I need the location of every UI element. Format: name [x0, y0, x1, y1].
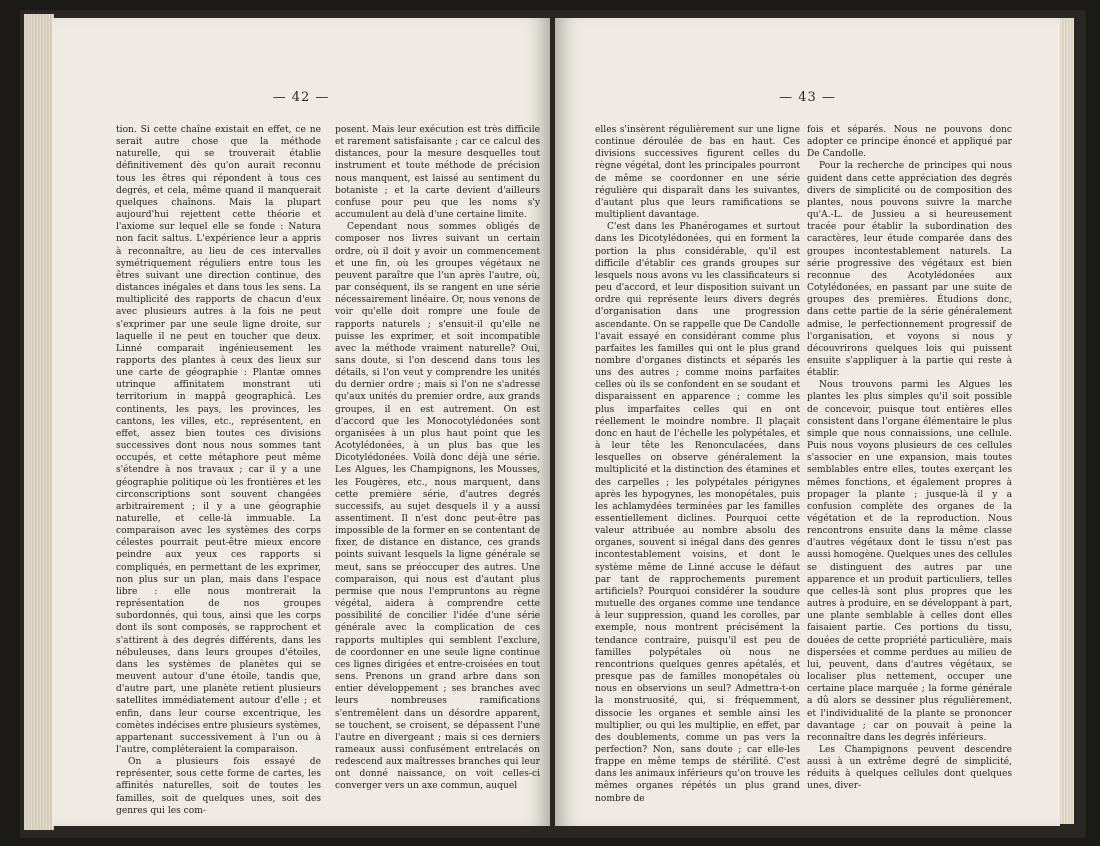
- paragraph: Pour la recherche de principes qui nous guident dans cette appréciation des degrés divers de simplicité ou de composition des plantes, nous pouvons suivre la marche qu'A.-L. de Jussieu a si heureusement tracée pour établir la subordination des caractères, leur étude comparée dans des groupes incontestablement naturels. La série progressive des végétaux est bien reconnue des Acotylédonées aux Cotylédonées, en passant par une suite de groupes des premières. Étudions donc, dans cette partie de la série généralement admise, le perfectionnement progressif de l'organisation, et voyons si nous y découvrirons quelques lois qui puissent ensuite s'appliquer à la partie qui reste à établir.: [807, 161, 1012, 379]
- right-page-column-1: [595, 124, 800, 805]
- paragraph: tion. Si cette chaîne existait en effet, ce ne serait autre chose que la méthode naturelle, qui se trouverait établie définitivement dès qu'on aurait reconnu tous les êtres qui répondent à tous ces degrés, et cela, même quand il manquerait quelques chaînons. Mais la plupart aujourd'hui rejettent cette théorie et l'axiome sur lequel elle se fonde : Natura non facit saltus. L'expérience leur a appris à reconnaître, au lieu de ces intervalles symétriquement réguliers entre tous les êtres suivant une direction continue, des distances inégales et dans tous les sens. La multiplicité des rapports de chacun d'eux avec plusieurs autres à la fois ne peut s'exprimer par une seule ligne droite, sur laquelle il ne peut en toucher que deux. Linné comparait ingénieusement les rapports des plantes à ceux des lieux sur une carte de géographie : Plantæ omnes utrinque affinitatem monstrant uti territorium in mappâ geographicâ. Les continents, les pays, les provinces, les cantons, les villes, etc., représentent, en effet, assez bien toutes ces divisions successives dont nous nous sommes tant occupés, et cette métaphore peut même s'étendre à nos travaux ; car il y a une géographie politique où les frontières et les circonscriptions sont souvent changées arbitrairement ; il y a une géographie naturelle, et celle-là immuable. La comparaison avec les systèmes des corps célestes pourrait peut-être mieux encore peindre aux yeux ces rapports si compliqués, en permettant de les exprimer, non plus sur un plan, mais dans l'espace libre : elle nous montrerait la représentation de nos groupes subordonnés, qui tous, ainsi que les corps dont ils sont composés, se rapprochent et s'attirent à des degrés différents, dans les nébuleuses, dans leurs groupes d'étoiles, dans les systèmes de planètes qui se meuvent autour d'une étoile, tandis que, d'autre part, une planète retient plusieurs satellites immédiatement autour d'elle ; et enfin, dans leur course excentrique, les comètes indécises entre plusieurs systèmes, appartenant successivement à l'un ou à l'autre, compléteraient la comparaison.: [116, 125, 321, 755]
- paragraph: Les Champignons peuvent descendre aussi à un extrême degré de simplicité, réduits à quelques cellules dont quelques unes, diver-: [807, 744, 1012, 792]
- page-stack-right-edge: [1060, 18, 1074, 824]
- paragraph: C'est dans les Phanérogames et surtout dans les Dicotylédonées, qui en forment la portion la plus considérable, qu'il est difficile d'établir ces grands groupes sur lesquels nous avons vu les classificateurs si peu d'accord, et leur disposition suivant un ordre qui représente leurs divers degrés d'organisation dans une progression ascendante. On se rappelle que De Candolle l'avait essayé en considérant comme plus parfaites les familles qui ont le plus grand nombre d'organes distincts et séparés les uns des autres ; comme moins parfaites celles où ils se confondent en se soudant et disparaissent en apparence ; comme les plus imparfaites celles qui en ont réellement le moindre nombre. Il plaçait donc en haut de l'échelle les polypétales, et à leur tête les Renonculacées, dans lesquelles on observe généralement la multiplicité et la distinction des étamines et des carpelles ; les polypétales périgynes après les hypogynes, les monopétales, puis les achlamydées terminées par les familles essentiellement diclines. Pourquoi cette valeur attribuée au nombre absolu des organes, souvent si inégal dans des genres incontestablement voisins, et dont le système même de Linné accuse le défaut par tant de rapprochements purement artificiels? Pourquoi considérer la soudure mutuelle des organes comme une tendance à leur suppression, quand les corolles, par exemple, nous montrent précisément la tendance contraire, puisqu'il est peu de familles polypétales où nous ne rencontrions quelques genres apétalés, et presque pas de familles monopétales où nous en observions un seul? Admettra-t-on la monstruosité, qui, si fréquemment, dissocie les organes et semble ainsi les multiplier, ou qui les multiplie, en effet, par des doublements, comme un pas vers la perfection? Non, sans doute ; car elle-les frappe en même temps de stérilité. C'est dans les animaux inférieurs qu'on trouve les mêmes organes répétés un plus grand nombre de: [595, 222, 800, 804]
- paragraph: fois et séparés. Nous ne pouvons donc adopter ce principe énoncé et appliqué par De Candolle.: [807, 125, 1012, 160]
- page-number: — 42 —: [272, 90, 330, 105]
- paragraph: Nous trouvons parmi les Algues les plantes les plus simples qu'il soit possible de concevoir, puisque tout entières elles consistent dans l'organe élémentaire le plus simple que nous connaissions, une cellule. Puis nous voyons plusieurs de ces cellules s'associer en une expansion, mais toutes semblables entre elles, toutes exerçant les mêmes fonctions, et également propres à propager la plante ; jusque-là il y a confusion complète des organes de la végétation et de la reproduction. Nous rencontrons ensuite dans la même classe d'autres végétaux dont le tissu n'est pas aussi homogène. Quelques unes des cellules se distinguent des autres par une apparence et un produit particuliers, telles que celles-là sont plus propres que les autres à produire, en se développant à part, une plante semblable à celles dont elles faisaient partie. Ces portions du tissu, douées de cette propriété particulière, mais dispersées et comme perdues au milieu de lui, peuvent, dans d'autres végétaux, se localiser plus nettement, occuper une certaine place marquée ; la forme générale a dû alors se dessiner plus régulièrement, et l'individualité de la plante se prononcer davantage ; car on pouvait à peine la reconnaître dans les degrés inférieurs.: [807, 380, 1012, 743]
- page-stack-left-edge: [24, 14, 54, 830]
- page-number: — 43 —: [779, 90, 836, 105]
- right-page-column-2: [807, 124, 1012, 793]
- paragraph: elles s'insèrent régulièrement sur une ligne continue déroulée de bas en haut. Ces divisions successives figurent celles du règne végétal, dont les principales pourront de même se coordonner en une série régulière qui disparaît dans les suivantes, d'autant plus que leurs ramifications se multiplient davantage.: [595, 125, 800, 221]
- right-page: [555, 18, 1060, 826]
- paragraph: On a plusieurs fois essayé de représenter, sous cette forme de cartes, les affinités naturelles, soit de toutes les familles, soit de quelques unes, soit des genres qui les com-: [116, 757, 321, 816]
- left-page-column-1: [116, 124, 321, 817]
- paragraph: posent. Mais leur exécution est très difficile et rarement satisfaisante ; car ce calcul des distances, pour la mesure desquelles tout instrument et toute méthode de précision nous manquent, est laissé au sentiment du botaniste ; et la carte devient d'ailleurs confuse pour peu que les noms s'y accumulent au delà d'une certaine limite.: [335, 125, 540, 221]
- left-page: [52, 18, 550, 826]
- left-page-column-2: [335, 124, 540, 793]
- paragraph: Cependant nous sommes obligés de composer nos livres suivant un certain ordre, où il doit y avoir un commencement et une fin, où les groupes végétaux ne peuvent paraître que l'un après l'autre, où, par conséquent, ils se rangent en une série nécessairement linéaire. Or, nous venons de voir qu'elle doit rompre une foule de rapports naturels ; s'ensuit-il qu'elle ne puisse les exprimer, et soit incompatible avec la méthode vraiment naturelle? Oui, sans doute, si l'on descend dans tous les détails, si l'on veut y comprendre les unités du dernier ordre ; mais si l'on ne s'adresse qu'aux unités du premier ordre, aux grands groupes, il en est autrement. On est d'accord que les Monocotylédonées sont organisées à un plus haut point que les Acotylédonées, à un plus bas que les Dicotylédonées. Voilà donc déjà une série. Les Algues, les Champignons, les Mousses, les Fougères, etc., nous marquent, dans cette première série, d'autres degrés successifs, au sujet desquels il y a aussi assentiment. Il n'est donc peut-être pas impossible de la former en se contentant de fixer, de distance en distance, ces grands points suivant lesquels la ligne générale se meut, sans se préoccuper des autres. Une comparaison, qui nous est d'autant plus permise que nous l'empruntons au règne végétal, aidera à comprendre cette possibilité de concilier l'idée d'une série générale avec la complication de ces rapports multiples qui semblent l'exclure, de coordonner en une seule ligne continue ces lignes dirigées et entre-croisées en tout sens. Prenons un grand arbre dans son entier développement ; ses branches avec leurs nombreuses ramifications s'entremêlent dans un désordre apparent, se touchent, se croisent, se dépassent l'une l'autre en divergeant ; mais si ces derniers rameaux aussi confusément entrelacés on redescend aux maîtresses branches qui leur ont donné naissance, on voit celles-ci converger vers un axe commun, auquel: [335, 222, 540, 792]
